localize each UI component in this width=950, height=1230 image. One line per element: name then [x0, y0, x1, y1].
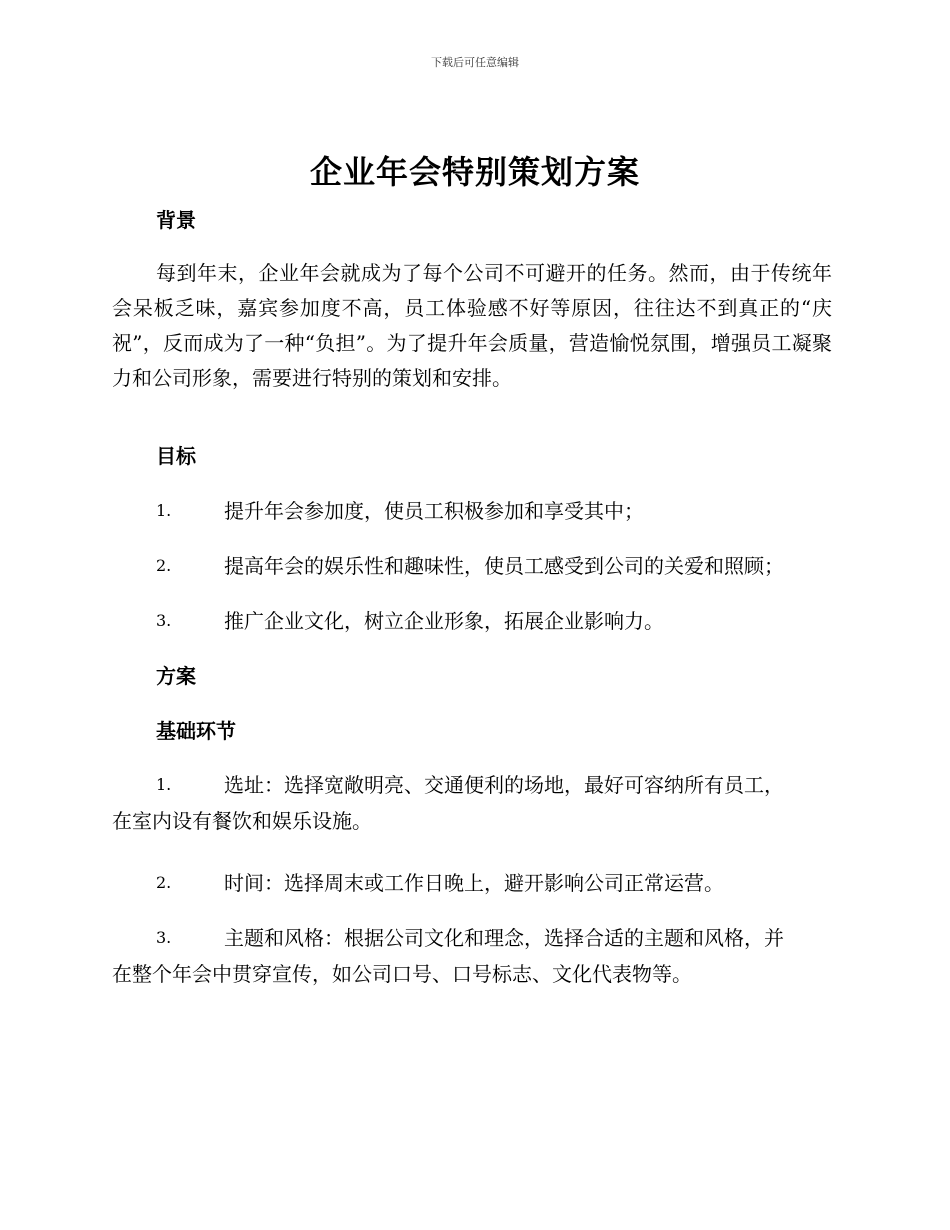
- list-text: 提升年会参加度，使员工积极参加和享受其中；: [224, 499, 644, 523]
- list-number: 3.: [156, 928, 172, 947]
- section-heading-plan: 方案: [156, 664, 196, 688]
- goal-item-2: [112, 548, 832, 584]
- list-text-line2: 在整个年会中贯穿宣传，如公司口号、口号标志、文化代表物等。: [112, 962, 692, 986]
- section-heading-basics: 基础环节: [156, 719, 236, 743]
- basic-item-3: [112, 920, 832, 992]
- page-header-note: 下载后可任意编辑: [431, 56, 519, 69]
- list-number: 1.: [156, 501, 172, 520]
- list-text-line1: 选址：选择宽敞明亮、交通便利的场地，最好可容纳所有员工，: [224, 773, 784, 797]
- list-text-line2: 在室内设有餐饮和娱乐设施。: [112, 809, 372, 833]
- basic-item-2: [112, 865, 832, 901]
- list-text-line1: 主题和风格：根据公司文化和理念，选择合适的主题和风格，并: [224, 926, 784, 950]
- list-number: 2.: [156, 556, 172, 575]
- list-number: 3.: [156, 611, 172, 630]
- list-text: 提高年会的娱乐性和趣味性，使员工感受到公司的关爱和照顾；: [224, 554, 784, 578]
- background-paragraph: 每到年末，企业年会就成为了每个公司不可避开的任务。然而，由于传统年会呆板乏味，嘉宾参加度不高，员工体验感不好等原因，往往达不到真正的“庆祝”，反而成为了一种“负担”。为了提升年会质量，营造愉悦氛围，增强员工凝聚力和公司形象，需要进行特别的策划和安排。: [112, 261, 832, 390]
- document-title: 企业年会特别策划方案: [309, 153, 640, 191]
- basic-item-1: [112, 767, 832, 839]
- list-number: 1.: [156, 775, 172, 794]
- list-number: 2.: [156, 873, 172, 892]
- section-heading-goals: 目标: [156, 444, 196, 468]
- goal-item-1: [112, 493, 832, 529]
- list-text-line1: 时间：选择周末或工作日晚上，避开影响公司正常运营。: [224, 871, 724, 895]
- goal-item-3: [112, 603, 832, 639]
- list-text: 推广企业文化，树立企业形象，拓展企业影响力。: [224, 609, 664, 633]
- section-heading-background: 背景: [156, 208, 196, 232]
